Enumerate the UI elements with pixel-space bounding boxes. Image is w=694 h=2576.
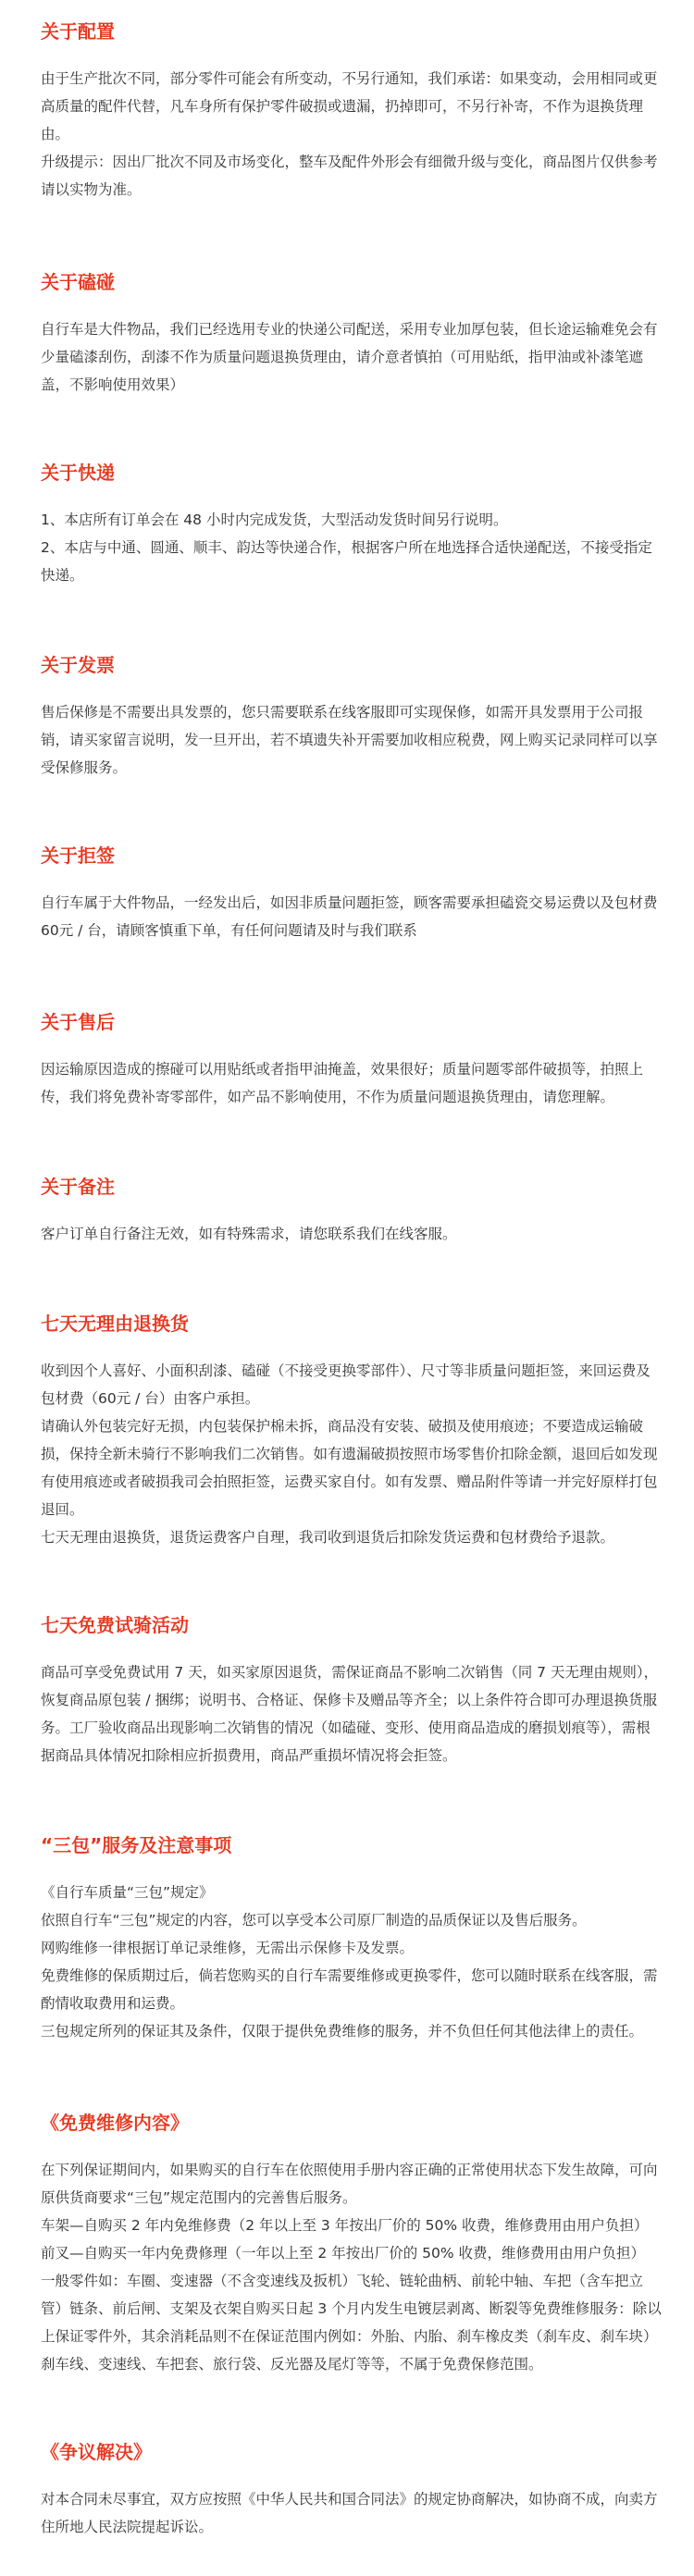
section-title-free-repair: 《免费维修内容》 [41,2112,189,2134]
free-repair-paragraph-2: 车架—自购买 2 年内免维修费（2 年以上至 3 年按出厂价的 50% 收费，维修费用由用户负担） [41,2217,649,2234]
bumps-paragraph-1: 自行车是大件物品，我们已经选用专业的快递公司配送，采用专业加厚包装，但长途运输难免会有少量磕漆刮伤，刮漆不作为质量问题退换货理由，请介意者慎拍（可用贴纸，指甲油或补漆笔遮盖，不影响使用效果） [41,321,658,393]
free-repair-paragraph-4: 一般零件如：车圈、变速器（不含变速线及扳机）飞轮、链轮曲柄、前轮中轴、车把（含车把立管）链条、前后闸、支架及衣架自购买日起 3 个月内发生电镀层剥离、断裂等免费维修服务：除以上保证零件外，其余消耗品则不在保证范围内例如：外胎、内胎、刹车橡皮类（刹车皮、刹车块）刹车线、变速线、车把套、旅行袋、反光器及尾灯等等，不属于免费保修范围。 [41,2273,662,2373]
section-body-bumps [41,315,663,399]
configuration-paragraph-1: 由于生产批次不同，部分零件可能会有所变动，不另行通知，我们承诺：如果变动，会用相同或更高质量的配件代替，凡车身所有保护零件破损或遗漏，扔掉即可，不另行补寄，不作为退换货理由。 [41,70,658,142]
express-paragraph-1: 1、本店所有订单会在 48 小时内完成发货，大型活动发货时间另行说明。 [41,512,508,528]
section-title-seven-day-return: 七天无理由退换货 [41,1313,189,1335]
section-title-free-trial: 七天免费试骑活动 [41,1614,189,1636]
section-title-three-guarantees: “三包”服务及注意事项 [41,1834,232,1856]
section-express [41,454,663,589]
section-body-free-repair [41,2156,663,2378]
section-body-three-guarantees [41,1879,663,2045]
section-body-seven-day-return [41,1357,663,1551]
seven-day-return-paragraph-3: 七天无理由退换货，退货运费客户自理，我司收到退货后扣除发货运费和包材费给予退款。 [41,1529,615,1546]
three-guarantees-paragraph-4: 免费维修的保质期过后，倘若您购买的自行车需要维修或更换零件，您可以随时联系在线客服，需酌情收取费用和运费。 [41,1967,658,2012]
section-free-trial [41,1607,663,1769]
three-guarantees-paragraph-3: 网购维修一律根据订单记录维修，无需出示保修卡及发票。 [41,1940,415,1956]
section-title-configuration: 关于配置 [41,20,115,43]
section-configuration [41,13,663,203]
section-after-sales [41,1004,663,1111]
section-remarks [41,1168,663,1248]
three-guarantees-paragraph-2: 依照自行车“三包”规定的内容，您可以享受本公司原厂制造的品质保证以及售后服务。 [41,1912,587,1929]
section-title-after-sales: 关于售后 [41,1011,115,1033]
section-refusal [41,837,663,944]
free-trial-paragraph-1: 商品可享受免费试用 7 天，如买家原因退货，需保证商品不影响二次销售（同 7 天无理由规则），恢复商品原包装 / 捆绑；说明书、合格证、保修卡及赠品等齐全；以上条件符合即可办理退换货服务。工厂验收商品出现影响二次销售的情况（如磕碰、变形、使用商品造成的磨损划痕等），需根据商品具体情况扣除相应折损费用，商品严重损坏情况将会拒签。 [41,1664,659,1764]
section-body-remarks [41,1220,663,1248]
section-title-invoice: 关于发票 [41,654,115,676]
section-title-refusal: 关于拒签 [41,844,115,867]
section-body-invoice [41,698,663,782]
three-guarantees-paragraph-1: 《自行车质量“三包”规定》 [41,1884,214,1901]
seven-day-return-paragraph-2: 请确认外包装完好无损，内包装保护棉未拆，商品没有安装、破损及使用痕迹；不要造成运输破损，保持全新未骑行不影响我们二次销售。如有遗漏破损按照市场零售价扣除金额，退回后如发现有使用痕迹或者破损我司会拍照拒签，运费买家自付。如有发票、赠品附件等请一并完好原样打包退回。 [41,1418,658,1518]
three-guarantees-paragraph-5: 三包规定所列的保证其及条件，仅限于提供免费维修的服务，并不负但任何其他法律上的责任。 [41,2023,644,2040]
section-body-dispute-resolution [41,2485,663,2541]
remarks-paragraph-1: 客户订单自行备注无效，如有特殊需求，请您联系我们在线客服。 [41,1226,457,1242]
section-body-free-trial [41,1658,663,1769]
free-repair-paragraph-1: 在下列保证期间内，如果购买的自行车在依照使用手册内容正确的正常使用状态下发生故障，可向原供货商要求“三包”规定范围内的完善售后服务。 [41,2162,658,2206]
refusal-paragraph-1: 自行车属于大件物品，一经发出后，如因非质量问题拒签，顾客需要承担磕瓷交易运费以及包材费 60元 / 台，请顾客慎重下单，有任何问题请及时与我们联系 [41,894,658,939]
section-body-express [41,506,663,589]
configuration-paragraph-2: 升级提示：因出厂批次不同及市场变化，整车及配件外形会有细微升级与变化，商品图片仅供参考请以实物为准。 [41,154,658,198]
section-body-after-sales [41,1055,663,1111]
section-title-remarks: 关于备注 [41,1176,115,1198]
section-body-refusal [41,889,663,944]
section-title-dispute-resolution: 《争议解决》 [41,2441,152,2463]
section-invoice [41,647,663,782]
section-title-bumps: 关于磕碰 [41,271,115,293]
section-dispute-resolution [41,2434,663,2541]
section-title-express: 关于快递 [41,462,115,484]
free-repair-paragraph-3: 前叉—自购买一年内免费修理（一年以上至 2 年按出厂价的 50% 收费，维修费用由用户负担） [41,2245,646,2262]
section-three-guarantees [41,1827,663,2045]
seven-day-return-paragraph-1: 收到因个人喜好、小面积刮漆、磕碰（不接受更换零部件）、尺寸等非质量问题拒签，来回运费及包材费（60元 / 台）由客户承担。 [41,1362,651,1407]
section-body-configuration [41,65,663,203]
section-free-repair [41,2104,663,2378]
section-seven-day-return [41,1305,663,1551]
dispute-resolution-paragraph-1: 对本合同未尽事宜，双方应按照《中华人民共和国合同法》的规定协商解决，如协商不成，向卖方住所地人民法院提起诉讼。 [41,2491,658,2535]
section-bumps [41,264,663,399]
after-sales-paragraph-1: 因运输原因造成的擦碰可以用贴纸或者指甲油掩盖，效果很好；质量问题零部件破损等，拍照上传，我们将免费补寄零部件，如产品不影响使用，不作为质量问题退换货理由，请您理解。 [41,1061,644,1105]
invoice-paragraph-1: 售后保修是不需要出具发票的，您只需要联系在线客服即可实现保修，如需开具发票用于公司报销，请买家留言说明，发一旦开出，若不填遗失补开需要加收相应税费，网上购买记录同样可以享受保修服务。 [41,704,658,776]
express-paragraph-2: 2、本店与中通、圆通、顺丰、韵达等快递合作，根据客户所在地选择合适快递配送，不接受指定快递。 [41,539,652,584]
